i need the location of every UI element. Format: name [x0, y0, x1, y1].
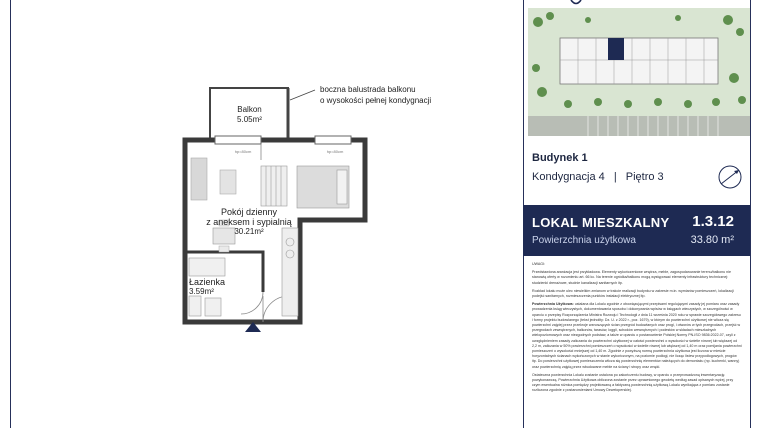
- balcony-label: Balkon 5.05m²: [237, 105, 262, 124]
- coffee-table: [220, 170, 236, 194]
- sink: [189, 296, 201, 316]
- logo-mark-icon: [570, 0, 582, 8]
- notes-paragraph-1: Przedstawiona aranżacja jest przykładowa. Elementy wykończeniowe wnętrza, meble, zagospodarowanie terenu/balkonu nie stanowią oferty w rozumieniu art. 66 kc. Na terenie ogródka/balkonu mogą występować elementy infrastruktury technicznej: studzienki drenażowe, studnie kanalizacji sanitarnych itp.: [532, 270, 731, 285]
- compass-icon: [717, 164, 743, 190]
- toilet: [205, 298, 221, 316]
- notes-paragraph-3-body: ustalana dla Lokalu zgodnie z obowiązującymi przepisami regulującymi zasady jej pomiaru oraz zasady prowadzenia ksiąg wieczystych, dokumentowania sposobu i dokonywania wpisów w księgach wieczystych, w szczególności w oparciu o przepisy Rozporządzenia Ministra Rozwoju i Technologii z dnia 11 września 2020 roku w sprawie szczegółowego zakresu i formy projektu budowlanego (tekst jednolity: Dz. U. z 2022 r., poz. 1679), w którym do powierzchni użytkowej nie wlicza się powierzchni zajętej przez przekroje wznoszących ścian przegród budowlanych oraz progi, i otworów w tych przegrodach, przejść w przegrodach zewnętrznych, balkonów, tarasów, loggii, schodów wewnętrznych i podestów w składach mieszkalnych wielopoziomowych oraz niezgodnych podstaw, a także w oparciu o postanowienie Polskiej Normy PN-ISO 9836:2022-07, czyli z uwzględnieniem zasady zaliczania do powierzchni użytkowej w całości powierzchni o wysokości w świetle równej lub większej od 2,2 m, zaliczania w 50% powierzchni pomieszczeń o wysokości w świetle równej lub większej od 1,40 m oraz pomijania powierzchni pomieszczeń o wysokości mniejszej od 1,40 m. Zgodnie z powyższą normą powierzchnia użytkowa jest liczona w mieście horyzontalnych ścianach wykończonych w stanie wykończonym, na poziomie podłogi, nie licząc listew przypodłogowych, progów itp. Do powierzchni użytkowej pomieszczenia wlicza się powierzchnię elementów należących do demontażu (np. kuchenki, wanny) oraz powierzchnię zajętą przez wbudowane meble na ściany i stropy oraz wnęki.: [532, 302, 742, 369]
- callout-pointer: [290, 90, 315, 100]
- building-name: Budynek 1: [532, 152, 588, 164]
- floor-plan: [175, 70, 435, 335]
- notes-paragraph-3-head: Powierzchnia Użytkowa:: [532, 302, 574, 307]
- site-plan: [528, 8, 750, 136]
- notes-paragraph-3: [532, 302, 742, 370]
- kitchen-counter: [282, 228, 298, 316]
- window-2: [315, 136, 351, 144]
- bathtub: [189, 258, 225, 276]
- living-room-label: Pokój dzienny z aneksem i sypialnią 30.21m²: [206, 207, 292, 236]
- notes-paragraph-4: Ostateczna powierzchnia Lokalu zostanie ustalona po zakończeniu budowy, w oparciu o przeprowadzoną inwentaryzację powykonawczą. Powierzchnia Użytkowa obliczona zostanie przez uprawnionego geodetę według zasad opisanych wyżej, przy czym ewentualna różnica pomiędzy projektowaną a faktyczną powierzchnią użytkową Lokalu wynikająca z pomiaru zostanie rozliczona zgodnie z postanowieniami Umowy Deweloperskiej.: [532, 372, 734, 393]
- unit-type: LOKAL MIESZKALNY: [532, 215, 670, 230]
- balustrade-callout: boczna balustrada balkonu o wysokości pełnej kondygnacji: [320, 85, 432, 105]
- window-1: [215, 136, 261, 144]
- unit-banner: [523, 205, 750, 256]
- level-label: Kondygnacja 4: [532, 171, 605, 183]
- wardrobe: [261, 166, 287, 206]
- notes-section: [532, 262, 742, 397]
- area-caption: Powierzchnia użytkowa: [532, 235, 636, 246]
- unit-number: 1.3.12: [692, 213, 734, 230]
- floor-label: Piętro 3: [625, 171, 664, 183]
- building-footprint: [560, 38, 718, 84]
- window-tag-2: hp=80cm: [326, 149, 344, 154]
- page-border-left: [10, 0, 11, 428]
- notes-header: UWAGI:: [532, 262, 546, 266]
- notes-paragraph-2: Rozkład lokalu może ulec niewielkim zmianom w trakcie realizacji budynku w zakresie m.in. wymiarów pomieszczeń, lokalizacji podejść sanitarnych, rozmieszczenia punktów instalacji elektrycznej itp.: [532, 288, 734, 299]
- unit-highlight: [608, 38, 624, 60]
- sofa: [191, 158, 207, 200]
- level-separator: |: [613, 171, 617, 183]
- window-tag-1: hp=80cm: [234, 149, 252, 154]
- page-border-right: [750, 0, 751, 428]
- level-info: [532, 171, 664, 183]
- bathroom-label: Łazienka 3.59m²: [189, 277, 226, 296]
- unit-area: 33.80 m²: [690, 234, 734, 246]
